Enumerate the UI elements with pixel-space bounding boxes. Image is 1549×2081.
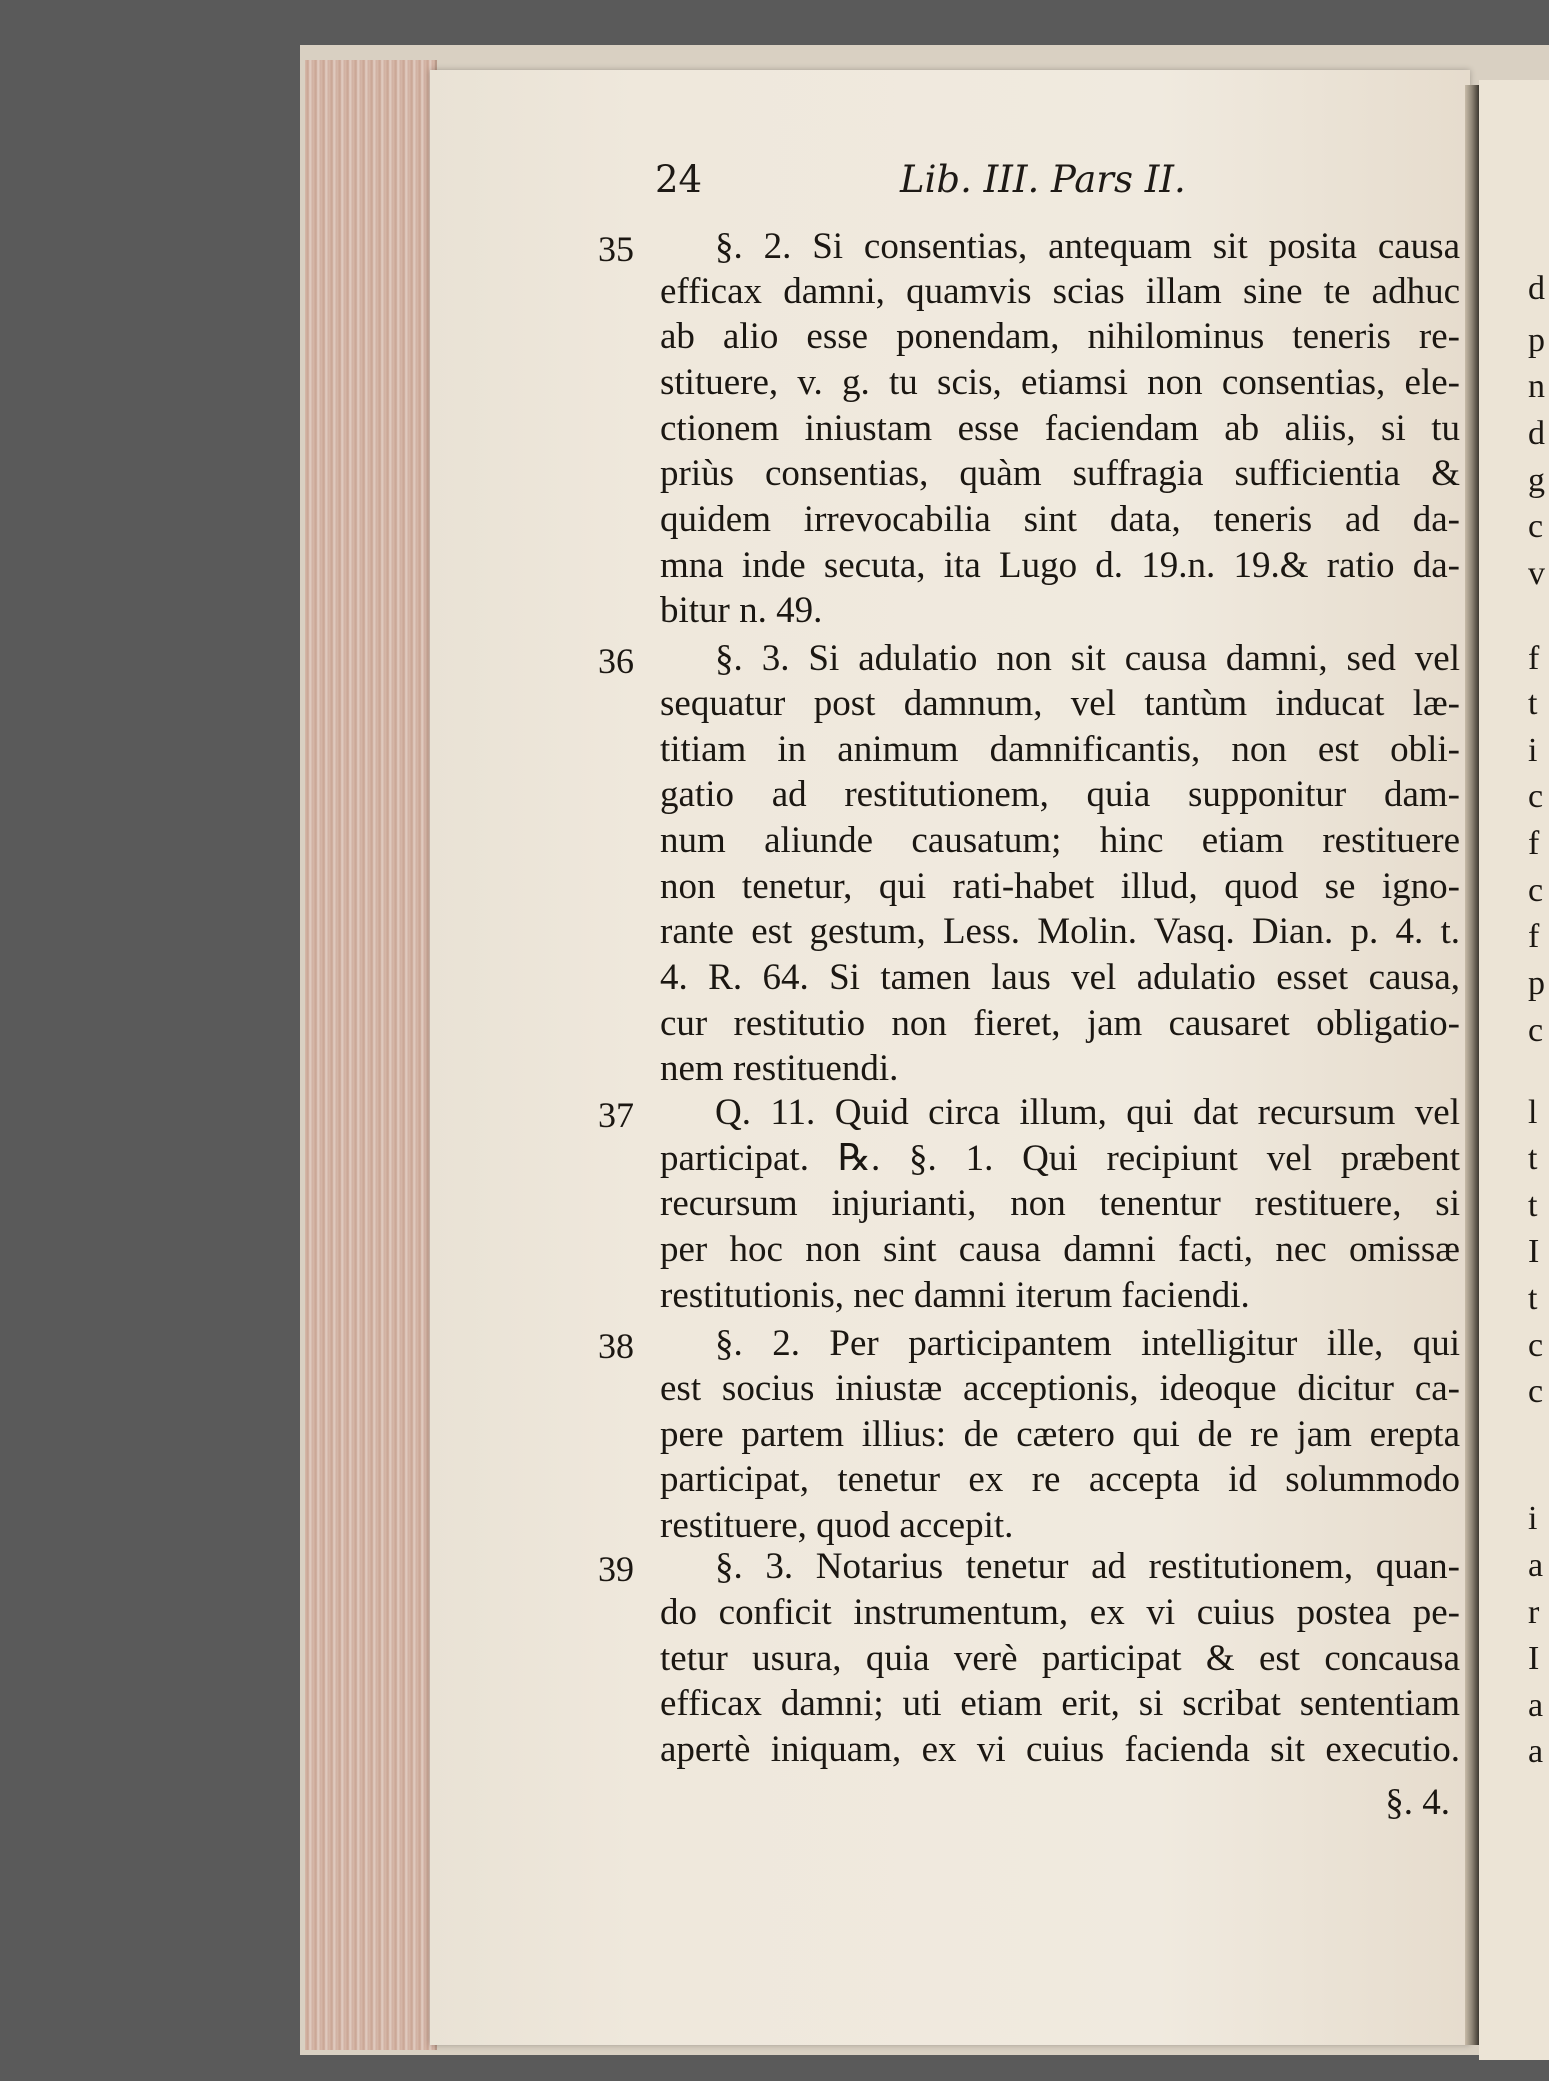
facing-page-char: d xyxy=(1528,415,1545,452)
facing-page-char: d xyxy=(1528,270,1545,307)
facing-page-char: f xyxy=(1528,918,1540,955)
facing-page-char: p xyxy=(1528,322,1545,359)
text-line: recursum injurianti, non tenentur restituere, si xyxy=(660,1183,1460,1224)
margin-number: 38 xyxy=(598,1326,634,1366)
facing-page-char: I xyxy=(1528,1640,1540,1677)
text-line: restituere, quod accepit. xyxy=(660,1505,1014,1546)
facing-page-char: a xyxy=(1528,1547,1544,1584)
facing-page-char: t xyxy=(1528,1280,1538,1317)
text-line: participat, tenetur ex re accepta id solummodo xyxy=(660,1459,1460,1500)
facing-page-char: a xyxy=(1528,1687,1544,1724)
text-line: efficax damni, quamvis scias illam sine te adhuc xyxy=(660,271,1460,312)
text-line: §. 3. Notarius tenetur ad restitutionem, quan- xyxy=(715,1546,1460,1587)
text-line: non tenetur, qui rati-habet illud, quod se igno- xyxy=(660,866,1460,907)
facing-page-char: c xyxy=(1528,778,1544,815)
facing-page-char: i xyxy=(1528,1500,1538,1537)
facing-page-char: p xyxy=(1528,965,1545,1002)
facing-page-char: a xyxy=(1528,1733,1544,1770)
text-line: apertè iniquam, ex vi cuius facienda sit executio. xyxy=(660,1729,1460,1770)
text-line: 4. R. 64. Si tamen laus vel adulatio esset causa, xyxy=(660,957,1460,998)
facing-page-char: f xyxy=(1528,640,1540,677)
facing-page-char: g xyxy=(1528,462,1545,499)
margin-number: 35 xyxy=(598,229,634,269)
text-line: ab alio esse ponendam, nihilominus teneris re- xyxy=(660,316,1460,357)
facing-page-char: v xyxy=(1528,555,1545,592)
text-line: est socius iniustæ acceptionis, ideoque dicitur ca- xyxy=(660,1368,1460,1409)
margin-number: 36 xyxy=(598,641,634,681)
page-number: 24 xyxy=(655,158,703,201)
text-line: sequatur post damnum, vel tantùm inducat læ- xyxy=(660,683,1460,724)
facing-page-char: i xyxy=(1528,732,1538,769)
text-line: restitutionis, nec damni iterum faciendi. xyxy=(660,1275,1250,1316)
catchword: §. 4. xyxy=(1385,1782,1450,1823)
facing-page-char: r xyxy=(1528,1594,1540,1631)
text-line: tetur usura, quia verè participat & est concausa xyxy=(660,1638,1460,1679)
facing-page-char: c xyxy=(1528,1012,1544,1049)
facing-page-char: c xyxy=(1528,872,1544,909)
text-line: pere partem illius: de cætero qui de re jam erepta xyxy=(660,1414,1460,1455)
facing-page-char: f xyxy=(1528,825,1540,862)
facing-page-char: l xyxy=(1528,1094,1538,1131)
text-line: stituere, v. g. tu scis, etiamsi non consentias, ele- xyxy=(660,362,1460,403)
text-line: §. 2. Per participantem intelligitur ille, qui xyxy=(715,1323,1460,1364)
text-line: quidem irrevocabilia sint data, teneris ad da- xyxy=(660,499,1460,540)
facing-page-char: t xyxy=(1528,685,1538,722)
facing-page-char: I xyxy=(1528,1233,1540,1270)
text-line: ctionem iniustam esse faciendam ab aliis, si tu xyxy=(660,408,1460,449)
facing-page-char: c xyxy=(1528,1327,1544,1364)
text-line: cur restitutio non fieret, jam causaret obligatio- xyxy=(660,1003,1460,1044)
text-line: titiam in animum damnificantis, non est obli- xyxy=(660,729,1460,770)
text-line: do conficit instrumentum, ex vi cuius postea pe- xyxy=(660,1592,1460,1633)
facing-page-char: t xyxy=(1528,1187,1538,1224)
running-title: Lib. III. Pars II. xyxy=(900,158,1186,201)
text-line: per hoc non sint causa damni facti, nec omissæ xyxy=(660,1229,1460,1270)
text-line: rante est gestum, Less. Molin. Vasq. Dian. p. 4. t. xyxy=(660,911,1460,952)
facing-page-char: c xyxy=(1528,1373,1544,1410)
text-line: mna inde secuta, ita Lugo d. 19.n. 19.& ratio da- xyxy=(660,545,1460,586)
text-line: Q. 11. Quid circa illum, qui dat recursum vel xyxy=(715,1092,1460,1133)
text-line: bitur n. 49. xyxy=(660,590,823,631)
text-line: §. 3. Si adulatio non sit causa damni, sed vel xyxy=(715,638,1460,679)
text-line: §. 2. Si consentias, antequam sit posita causa xyxy=(715,226,1460,267)
text-line: participat. ℞. §. 1. Qui recipiunt vel præbent xyxy=(660,1138,1460,1179)
text-line: num aliunde causatum; hinc etiam restituere xyxy=(660,820,1460,861)
book-gutter xyxy=(1465,85,1479,2045)
text-line: priùs consentias, quàm suffragia sufficientia & xyxy=(660,453,1460,494)
text-line: nem restituendi. xyxy=(660,1048,899,1089)
facing-page-char: n xyxy=(1528,368,1545,405)
facing-page-char: c xyxy=(1528,508,1544,545)
margin-number: 39 xyxy=(598,1549,634,1589)
facing-page-char: t xyxy=(1528,1140,1538,1177)
text-line: gatio ad restitutionem, quia supponitur dam- xyxy=(660,774,1460,815)
text-line: efficax damni; uti etiam erit, si scribat sententiam xyxy=(660,1683,1460,1724)
page-edges xyxy=(305,60,437,2050)
margin-number: 37 xyxy=(598,1095,634,1135)
